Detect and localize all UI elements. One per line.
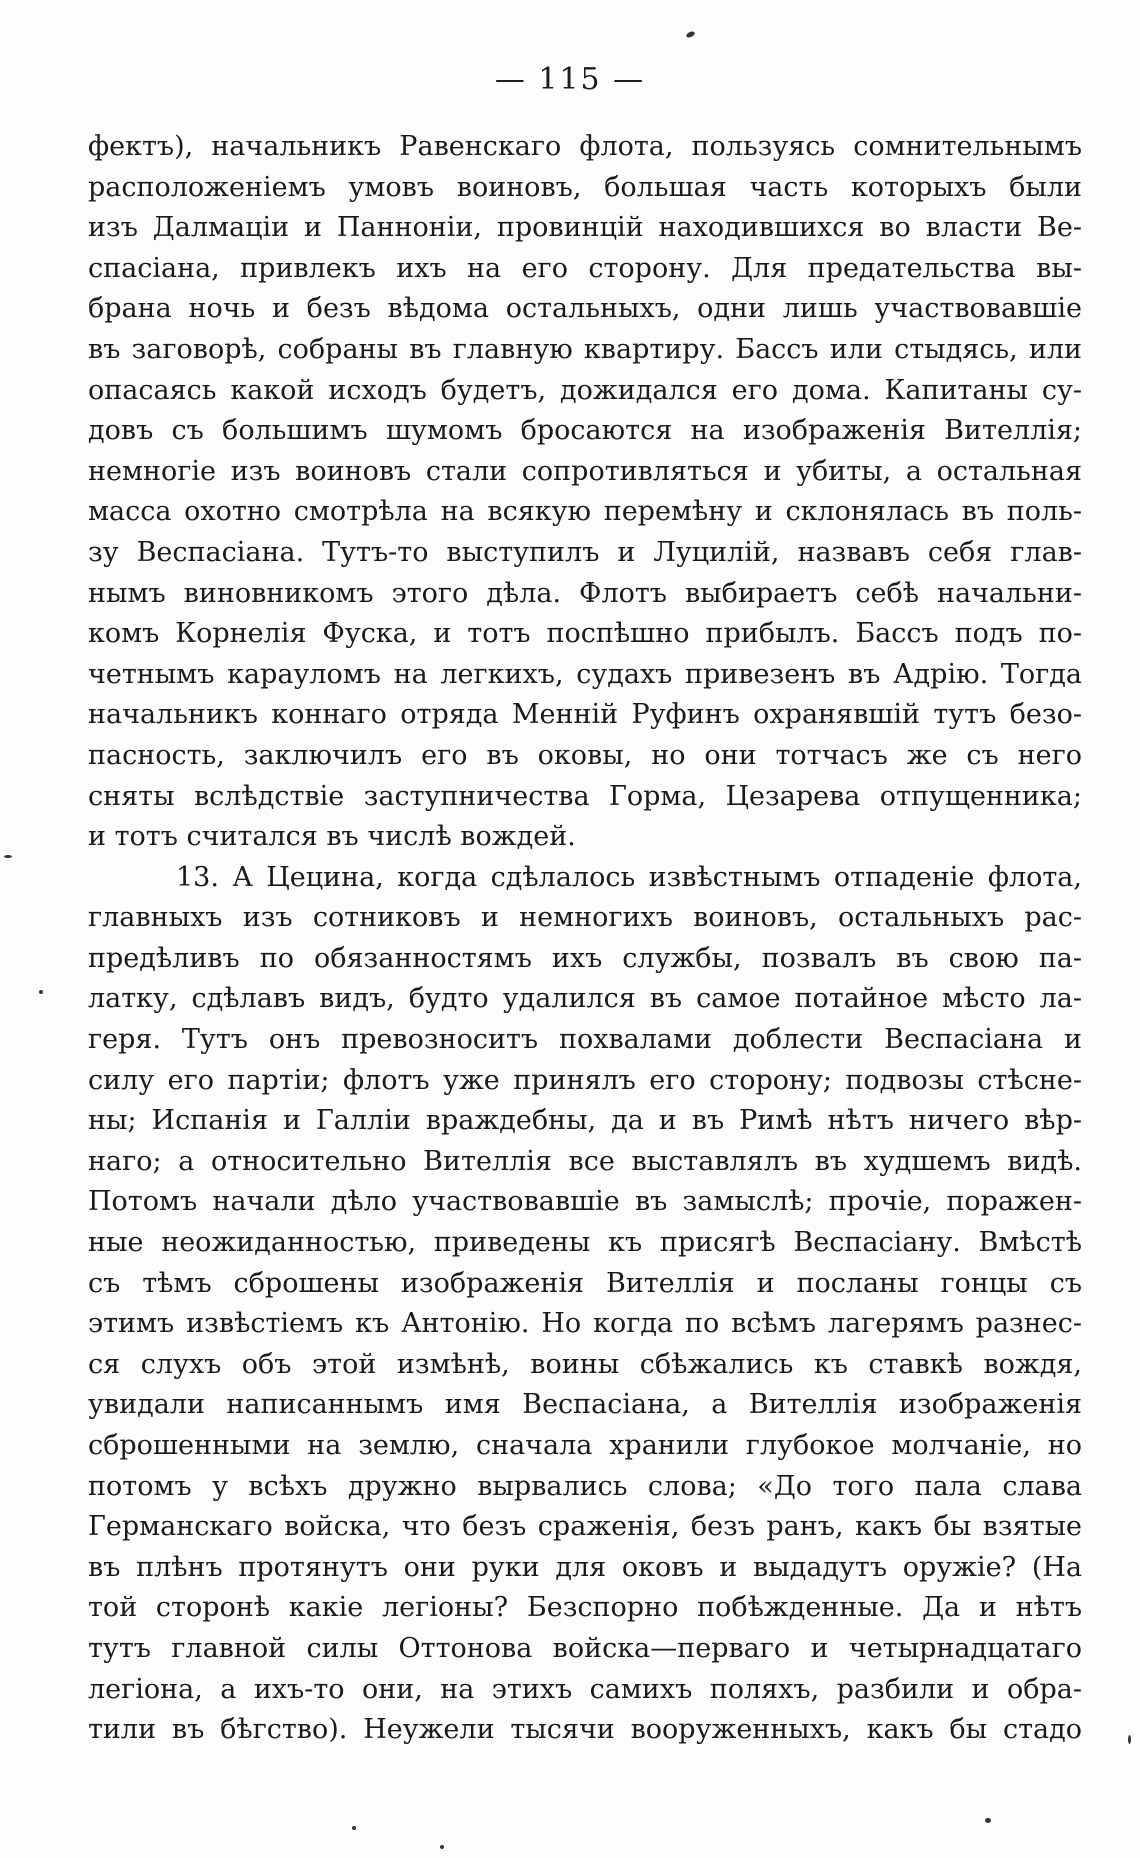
text-line: комъ Корнелія Фуска, и тотъ поспѣшно прибылъ. Бассъ подъ по- [88, 618, 1082, 650]
text-line: тутъ главной силы Оттонова войска—перваго и четырнадцатаго [88, 1632, 1082, 1664]
paragraph-first-line [88, 858, 1082, 899]
text-line: брана ночь и безъ вѣдома остальныхъ, одни лишь участвовавшіе [88, 293, 1082, 325]
text-line: ные неожиданностью, приведены къ присягѣ Веспасіану. Вмѣстѣ [88, 1227, 1082, 1259]
text-line: Германскаго войска, что безъ сраженія, безъ ранъ, какъ бы взятые [88, 1511, 1082, 1543]
scan-speck [685, 30, 695, 38]
text-line: въ заговорѣ, собраны въ главную квартиру. Бассъ или стыдясь, или [88, 333, 1082, 365]
text-line: въ плѣнъ протянутъ они руки для оковъ и выдадутъ оружіе? (На [88, 1551, 1082, 1583]
text-line: начальникъ коннаго отряда Менній Руфинъ охранявшій тутъ безо- [88, 699, 1082, 731]
text-span: А Цецина, когда сдѣлалось извѣстнымъ отпаденіе флота, [232, 861, 1082, 893]
text-line: ся слухъ объ этой измѣнѣ, воины сбѣжались къ ставкѣ вождя, [88, 1348, 1082, 1380]
text-line: пасность, заключилъ его въ оковы, но они тотчасъ же съ него [88, 739, 1082, 771]
text-line: Потомъ начали дѣло участвовавшіе въ замыслѣ; прочіе, поражен- [88, 1186, 1082, 1218]
text-line: немногіе изъ воиновъ стали сопротивляться и убиты, а остальная [88, 455, 1082, 487]
text-line: силу его партіи; флотъ уже принялъ его сторону; подвозы стѣсне- [88, 1064, 1082, 1096]
text-line: нымъ виновникомъ этого дѣла. Флотъ выбираетъ себѣ начальни- [88, 577, 1082, 609]
text-line: довъ съ большимъ шумомъ бросаются на изображенія Вителлія; [88, 415, 1082, 447]
text-line: четнымъ карауломъ на легкихъ, судахъ привезенъ въ Адрію. Тогда [88, 658, 1082, 690]
scan-speck [352, 1826, 356, 1830]
page-number: — 115 — [494, 62, 646, 97]
text-line: главныхъ изъ сотниковъ и немногихъ воиновъ, остальныхъ рас- [88, 902, 1082, 934]
text-line: сняты вслѣдствіе заступничества Горма, Цезарева отпущенника; [88, 780, 1082, 812]
paragraph-number: 13. [176, 861, 219, 893]
scan-speck [985, 1818, 991, 1823]
text-line: этимъ извѣстіемъ къ Антонію. Но когда по всѣмъ лагерямъ разнес- [88, 1308, 1082, 1340]
text-line: расположеніемъ умовъ воиновъ, большая часть которыхъ были [88, 171, 1082, 203]
text-line: и тотъ считался въ числѣ вождей. [88, 821, 576, 853]
text-line: ны; Испанія и Галліи враждебны, да и въ Римѣ нѣтъ ничего вѣр- [88, 1105, 1082, 1137]
text-line: увидали написаннымъ имя Веспасіана, а Вителлія изображенія [88, 1389, 1082, 1421]
text-line: фектъ), начальникъ Равенскаго флота, пользуясь сомнительнымъ [88, 131, 1082, 162]
paragraph-1 [88, 127, 1082, 858]
scan-speck [1128, 1735, 1131, 1744]
paragraph-2 [88, 858, 1082, 1751]
text-line: спасіана, привлекъ ихъ на его сторону. Для предательства вы- [88, 252, 1082, 284]
text-line: зу Веспасіана. Тутъ-то выступилъ и Луцилій, назвавъ себя глав- [88, 536, 1082, 568]
scan-speck [39, 990, 43, 994]
text-line: латку, сдѣлавъ видъ, будто удалился въ самое потайное мѣсто ла- [88, 983, 1082, 1015]
text-line: предѣливъ по обязанностямъ ихъ службы, позвалъ въ свою па- [88, 942, 1082, 974]
text-line: той сторонѣ какіе легіоны? Безспорно побѣжденные. Да и нѣтъ [88, 1592, 1082, 1624]
text-line: опасаясь какой исходъ будетъ, дожидался его дома. Капитаны су- [88, 374, 1082, 406]
text-line: легіона, а ихъ-то они, на этихъ самихъ поляхъ, разбили и обра- [88, 1673, 1082, 1705]
text-line: съ тѣмъ сброшены изображенія Вителлія и посланы гонцы съ [88, 1267, 1082, 1299]
text-line: масса охотно смотрѣла на всякую перемѣну и склонялась въ поль- [88, 496, 1082, 528]
text-line: наго; а относительно Вителлія все выставлялъ въ худшемъ видѣ. [88, 1145, 1082, 1177]
text-line: сброшенными на землю, сначала хранили глубокое молчаніе, но [88, 1430, 1082, 1461]
scan-speck [4, 855, 12, 858]
text-line: геря. Тутъ онъ превозноситъ похвалами доблести Веспасіана и [88, 1024, 1082, 1056]
text-line: изъ Далмаціи и Панноніи, провинцій находившихся во власти Ве- [88, 212, 1082, 244]
text-line: тили въ бѣгство). Неужели тысячи вооруженныхъ, какъ бы стадо [88, 1714, 1082, 1746]
text-line: потомъ у всѣхъ дружно вырвались слова; «До того пала слава [88, 1470, 1082, 1502]
scan-speck [440, 1845, 444, 1849]
body-text [88, 127, 1082, 1751]
